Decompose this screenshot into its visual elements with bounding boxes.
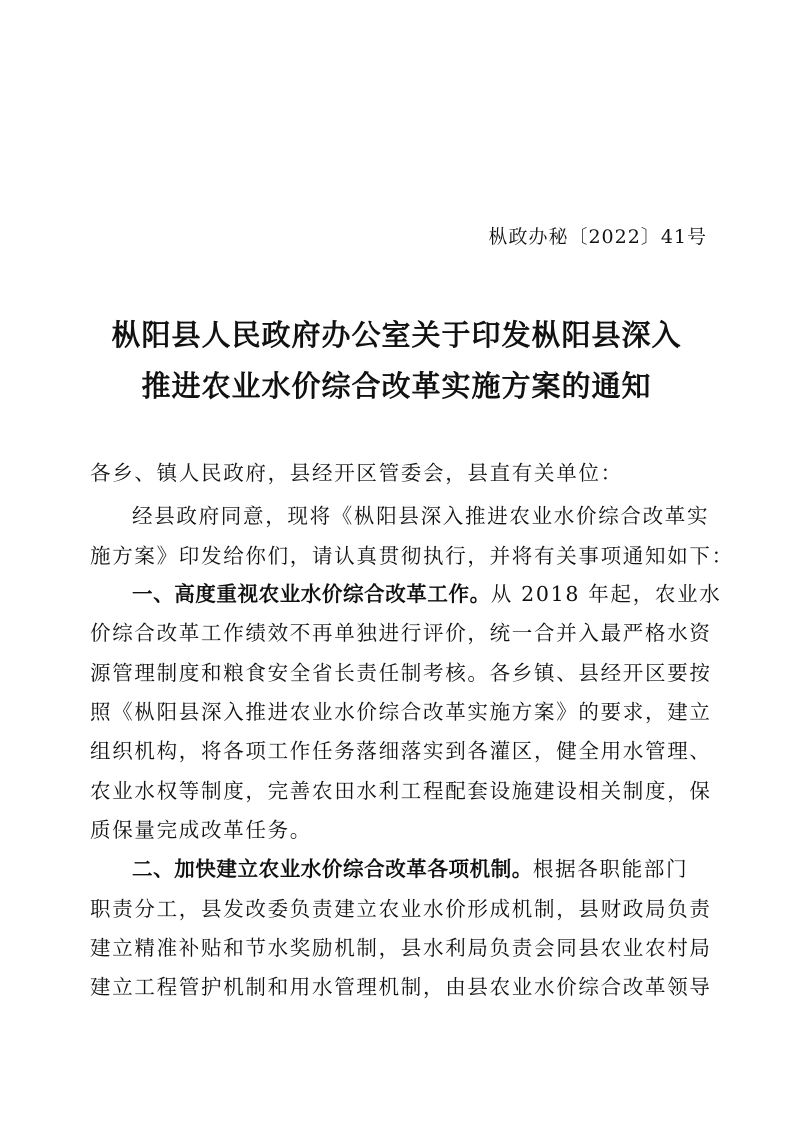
salutation: 各乡、镇人民政府，县经开区管委会，县直有关单位： — [90, 461, 623, 485]
document-number: 枞政办秘〔2022〕41号 — [488, 226, 707, 248]
section-2-line-4: 建立工程管护机制和用水管理机制，由县农业水价综合改革领导 — [90, 975, 712, 999]
document-title-line-2: 推进农业水价综合改革实施方案的通知 — [141, 369, 652, 403]
intro-line-2: 施方案》印发给你们，请认真贯彻执行，并将有关事项通知如下： — [90, 544, 734, 568]
intro-line-1: 经县政府同意，现将《枞阳县深入推进农业水价综合改革实 — [132, 504, 710, 528]
section-1-line-5: 组织机构，将各项工作任务落细落实到各灌区，健全用水管理、 — [90, 739, 712, 763]
section-1-line-1-text: 从 2018 年起，农业水 — [490, 582, 722, 606]
section-1-line-4: 照《枞阳县深入推进农业水价综合改革实施方案》的要求，建立 — [90, 700, 712, 724]
section-2-line-3: 建立精准补贴和节水奖励机制，县水利局负责会同县农业农村局 — [90, 936, 712, 960]
section-2-line-1-text: 根据各职能部门 — [532, 857, 689, 881]
section-1-line-2: 价综合改革工作绩效不再单独进行评价，统一合并入最严格水资 — [90, 621, 712, 645]
section-1-line-3: 源管理制度和粮食安全省长责任制考核。各乡镇、县经开区要按 — [90, 661, 712, 685]
section-1-line-6: 农业水权等制度，完善农田水利工程配套设施建设相关制度，保 — [90, 779, 712, 803]
section-1-heading: 一、高度重视农业水价综合改革工作。 — [132, 582, 491, 606]
section-2-first-line — [132, 852, 688, 882]
section-1-line-7: 质保量完成改革任务。 — [90, 818, 312, 842]
section-1-first-line — [132, 577, 722, 607]
section-2-heading: 二、加快建立农业水价综合改革各项机制。 — [132, 857, 533, 881]
section-2-line-2: 职责分工，县发改委负责建立农业水价形成机制，县财政局负责 — [90, 897, 712, 921]
document-title-line-1: 枞阳县人民政府办公室关于印发枞阳县深入 — [111, 318, 682, 352]
